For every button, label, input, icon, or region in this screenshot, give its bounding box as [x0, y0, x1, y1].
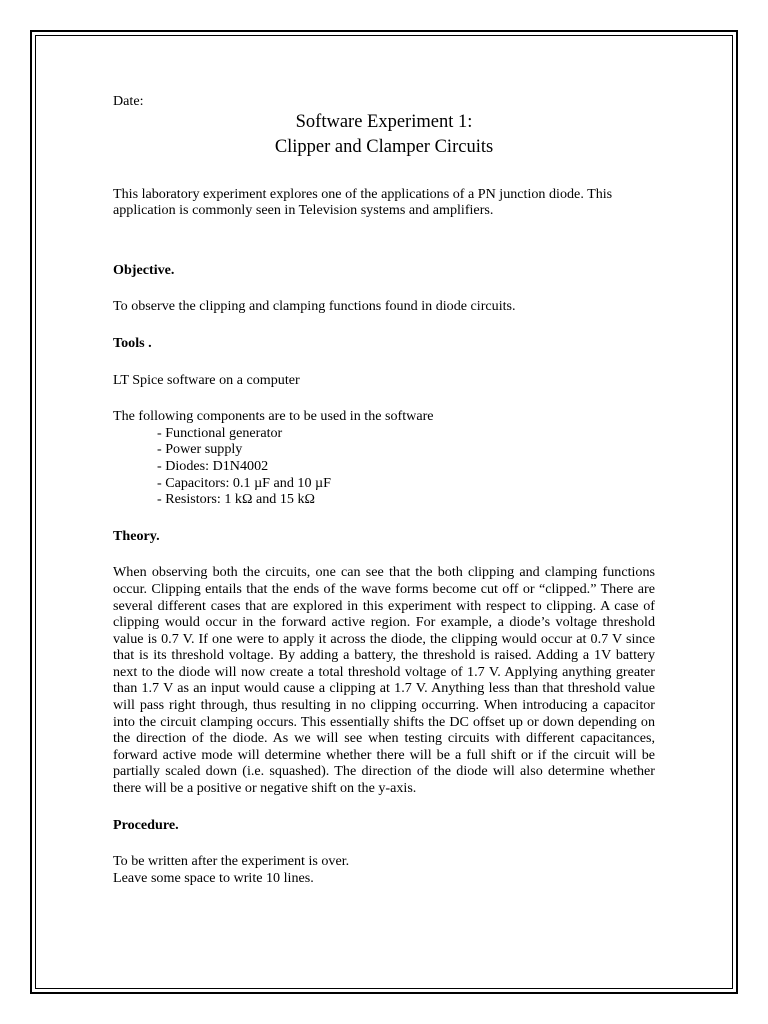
date-label: Date: — [113, 93, 144, 109]
list-item: - Capacitors: 0.1 µF and 10 µF — [157, 474, 331, 491]
procedure-line-1: To be written after the experiment is over. — [113, 853, 350, 870]
tools-heading: Tools . — [113, 334, 152, 351]
list-item: - Diodes: D1N4002 — [157, 457, 269, 474]
components-intro: The following components are to be used in the software — [113, 408, 434, 425]
document-title — [113, 110, 655, 160]
theory-paragraph: When observing both the circuits, one can see that the both clipping and clamping functions occur. Clipping entails that the ends of the wave forms become cut off or “clipped.” There are several different cases that are explored in this experiment with respect to clipping. A case of clipping would occur in the forward active region. For example, a diode’s voltage threshold value is 0.7 V. If one were to apply it across the diode, the clipping would occur at 0.7 V since that is its threshold voltage. By adding a battery, the threshold is raised. Adding a 1V battery next to the diode will now create a total threshold voltage of 1.7 V. Applying anything greater than 1.7 V as an input would cause a clipping at 1.7 V. Anything less than that threshold value will pass right through, thus resulting in no clipping occurring. When introducing a capacitor into the circuit clamping occurs. This essentially shifts the DC offset up or down depending on the direction of the diode. As we will see when testing circuits with different capacitances, forward active mode will determine whether there will be a full shift or if the circuit will be partially scaled down (i.e. squashed). The direction of the diode will also determine whether there will be a positive or negative shift on the y-axis. — [113, 564, 655, 797]
objective-text: To observe the clipping and clamping functions found in diode circuits. — [113, 298, 516, 315]
list-item: - Power supply — [157, 441, 243, 458]
title-line-1: Software Experiment 1: — [295, 111, 473, 132]
theory-heading: Theory. — [113, 527, 160, 544]
list-item: - Functional generator — [157, 424, 283, 441]
list-item: - Resistors: 1 kΩ and 15 kΩ — [157, 491, 315, 508]
tools-text: LT Spice software on a computer — [113, 371, 300, 388]
objective-heading: Objective. — [113, 261, 175, 278]
document-body — [113, 93, 655, 886]
components-list — [113, 425, 655, 508]
intro-paragraph: This laboratory experiment explores one of the applications of a PN junction diode. This application is commonly seen in Television systems and amplifiers. — [113, 185, 613, 219]
procedure-heading: Procedure. — [113, 816, 179, 833]
procedure-line-2: Leave some space to write 10 lines. — [113, 869, 314, 886]
title-line-2: Clipper and Clamper Circuits — [274, 136, 494, 157]
